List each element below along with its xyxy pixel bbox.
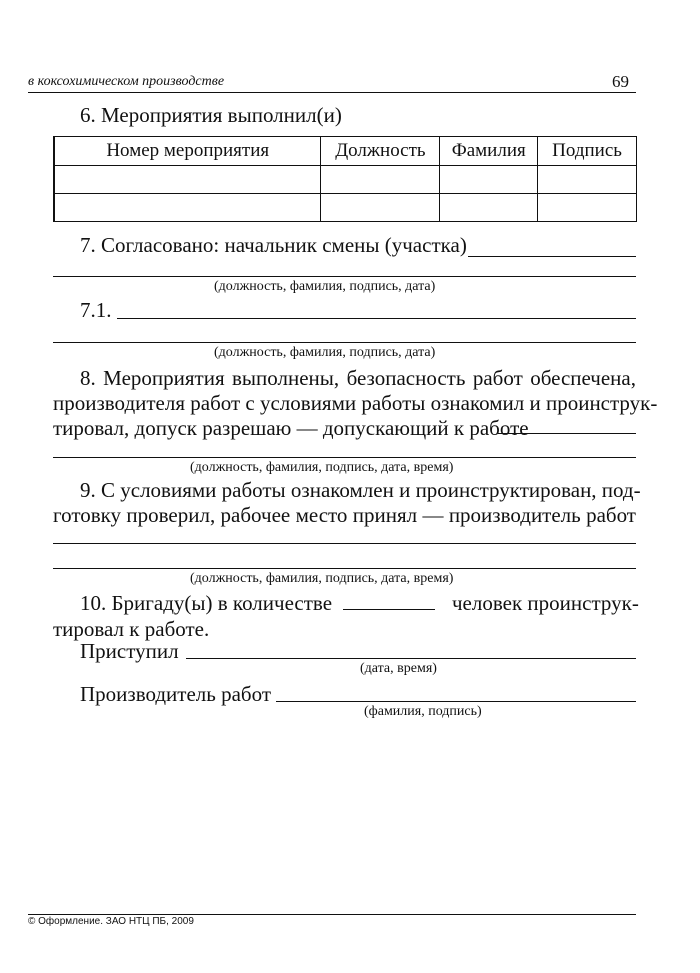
table-cell[interactable] (321, 194, 440, 222)
crew-count-fill-line[interactable] (343, 609, 435, 610)
section-8-line-2: производителя работ с условиями работы ознакомил и проинструк- (53, 391, 658, 415)
column-header-surname: Фамилия (440, 137, 538, 166)
section-10-line-1b: человек проинструк- (452, 591, 639, 615)
section-7-caption: (должность, фамилия, подпись, дата) (214, 279, 436, 294)
header-rule (28, 92, 636, 93)
table-row (54, 166, 637, 194)
table-row (54, 194, 637, 222)
section-7-1-text: 7.1. (80, 298, 112, 322)
section-8-caption: (должность, фамилия, подпись, дата, время) (190, 460, 454, 475)
section-6-heading: 6. Мероприятия выполнил(и) (80, 103, 342, 127)
table-header-row (54, 137, 637, 166)
column-header-measure-number: Номер мероприятия (54, 137, 321, 166)
copyright-footer: © Оформление. ЗАО НТЦ ПБ, 2009 (28, 916, 194, 927)
section-7-1-caption: (должность, фамилия, подпись, дата) (214, 345, 436, 360)
section-8-paragraph (53, 366, 658, 416)
table-cell[interactable] (54, 166, 321, 194)
admitter-fill-line[interactable] (498, 433, 636, 434)
section-8-line-3: тировал, допуск разрешаю — допускающий к работе (53, 416, 529, 440)
section-9-line-2: готовку проверил, рабочее место принял — производитель работ (53, 503, 636, 527)
page-number: 69 (612, 72, 629, 91)
section-7-1-second-line[interactable] (53, 342, 636, 343)
section-9-line-1: 9. С условиями работы ознакомлен и проинструктирован, под- (80, 478, 641, 502)
table-cell[interactable] (538, 166, 637, 194)
footer-rule (28, 914, 636, 915)
approval-fill-line[interactable] (468, 256, 636, 257)
running-header: в коксохимическом производстве (28, 74, 225, 89)
column-header-position: Должность (321, 137, 440, 166)
foreman-label: Производитель работ (80, 682, 271, 706)
section-10-line-1a: 10. Бригаду(ы) в количестве (80, 591, 333, 615)
foreman-name-fill-line[interactable] (276, 701, 636, 702)
started-caption: (дата, время) (360, 661, 437, 676)
section-8-line-1: 8. Мероприятия выполнены, безопасность работ обеспечена, (80, 366, 636, 390)
table-cell[interactable] (440, 166, 538, 194)
measures-table (53, 136, 637, 222)
table-cell[interactable] (538, 194, 637, 222)
foreman-fill-line-2[interactable] (53, 568, 636, 569)
column-header-signature: Подпись (538, 137, 637, 166)
table-cell[interactable] (321, 166, 440, 194)
section-9-paragraph (53, 478, 641, 528)
section-7-text: 7. Согласовано: начальник смены (участка) (80, 233, 467, 257)
table-cell[interactable] (440, 194, 538, 222)
section-10-line-2: тировал к работе. (53, 617, 210, 641)
foreman-caption: (фамилия, подпись) (364, 704, 482, 719)
started-label: Приступил (80, 639, 179, 663)
started-fill-line[interactable] (186, 658, 636, 659)
section-9-caption: (должность, фамилия, подпись, дата, время) (190, 571, 454, 586)
admitter-second-line[interactable] (53, 457, 636, 458)
approval-second-line[interactable] (53, 276, 636, 277)
foreman-fill-line-1[interactable] (53, 543, 636, 544)
table-cell[interactable] (54, 194, 321, 222)
section-7-1-fill-line[interactable] (117, 318, 636, 319)
